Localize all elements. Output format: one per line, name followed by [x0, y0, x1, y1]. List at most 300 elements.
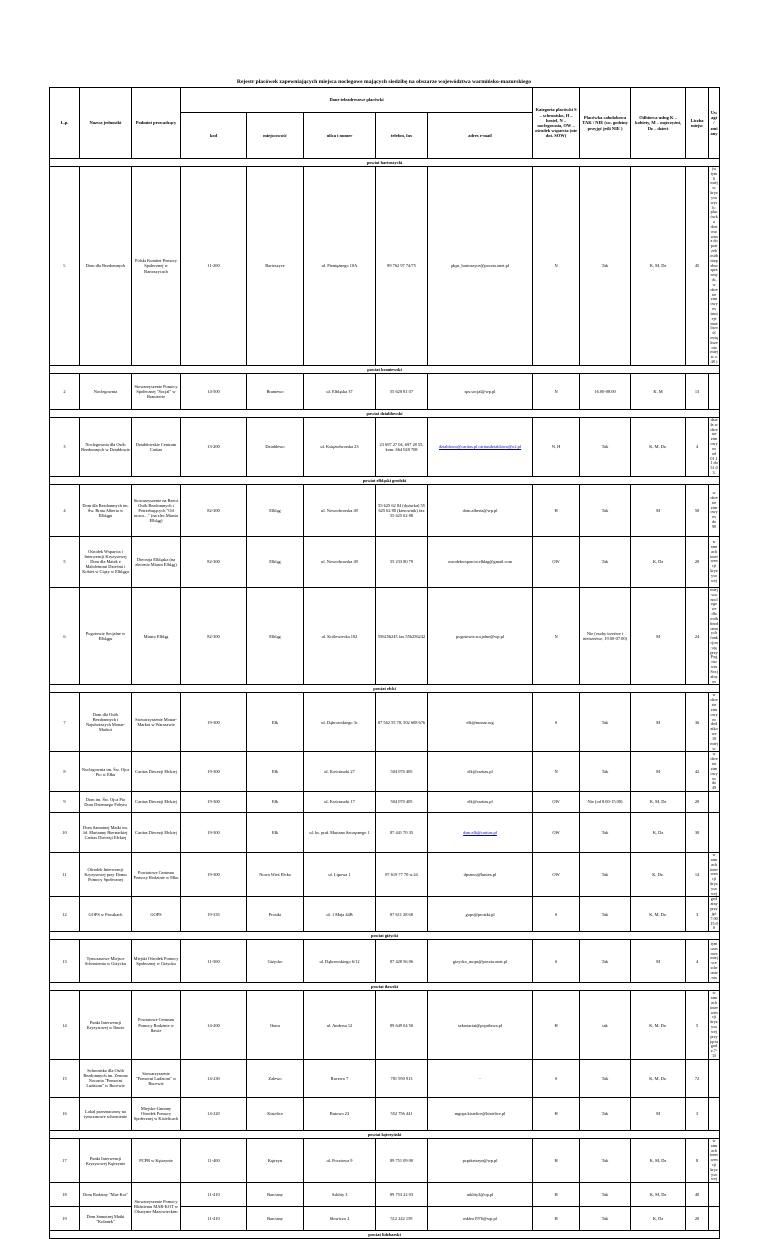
cell-ulica: Słowiczo 2 — [304, 1207, 376, 1231]
cell-telefon: 504 070 405 — [376, 792, 428, 813]
cell-uwagi: w ramach interwencji kryzysowej — [710, 852, 718, 896]
cell-odbiorca: K, M, Dz. — [631, 991, 686, 1060]
cell-podmiot: Polski Komitet Pomocy Społecznej w Bartoszycach — [132, 167, 181, 366]
cell-miejscowosc: Iława — [247, 991, 304, 1060]
cell-kategoria: OW — [533, 813, 580, 853]
cell-podmiot: Stowarzyszenie na Rzecz Osób Bezdomnych i Potrzebujących "Od nowa…" (na zlec.Miasta Elbląg) — [132, 484, 181, 536]
cell-miejscowosc: Prostki — [247, 897, 304, 932]
cell-podmiot: Caritas Diecezji Ełckiej — [132, 792, 181, 813]
cell-lp: 5 — [50, 536, 80, 587]
cell-telefon: 556256245 fax 556256242 — [376, 587, 428, 685]
cell-miejscowosc: Kisielice — [247, 1097, 304, 1130]
cell-kategoria: H — [533, 1207, 580, 1231]
cell-calodobowa: Tak — [580, 536, 631, 587]
cell-lp: 4 — [50, 484, 80, 536]
district-header-row — [50, 476, 720, 484]
cell-kod: 11-500 — [181, 940, 247, 983]
cell-odbiorca: M — [631, 940, 686, 983]
cell-uwagi — [709, 1183, 720, 1207]
cell-telefon: 23 697 27 04, 697 28 55, kom. 664 028 708 — [376, 417, 428, 476]
cell-kategoria: N — [533, 752, 580, 792]
cell-telefon: 89 751 09 00 — [376, 1138, 428, 1182]
cell-podmiot: Miejski Ośrodek Pomocy Społecznej w Giżycku — [132, 940, 181, 983]
cell-lp: 10 — [50, 813, 80, 853]
cell-podmiot: Stowarzyszenie Pomocy Bliźniemu MAR-KOT w Olsztynie Mazowieckim — [132, 1183, 181, 1231]
cell-odbiorca: K, M, Dz — [631, 167, 686, 366]
email-link[interactable]: dsm.elk@caritas.pl — [463, 829, 497, 835]
cell-ulica: ul. Kościuszki 27 — [304, 752, 376, 792]
cell-uwagi: w ramach interwencji kryzysowej — [709, 536, 720, 587]
cell-kategoria: H — [533, 991, 580, 1060]
cell-kod: 11-410 — [181, 1183, 247, 1207]
header-lp: L.p. — [50, 88, 80, 159]
cell-email: dom.alberta@wp.pl — [428, 484, 533, 536]
cell-ulica: ul. Dąbrowskiego 3c — [304, 693, 376, 752]
cell-uwagi: działa w okresie zimowym od 01.11 do 31.03. — [710, 417, 718, 476]
cell-telefon: 781 950 913 — [376, 1059, 428, 1097]
cell-nazwa: Dom Samotnej Matki im. bł. Marianny Biernackiej Caritas Diecezji Ełckiej — [80, 813, 132, 853]
cell-nazwa: Noclegownia dla Osób Bezdomnych w Działdowie — [80, 417, 132, 476]
cell-calodobowa: Tak — [580, 1097, 631, 1130]
cell-odbiorca: K, Dz — [631, 813, 686, 853]
cell-calodobowa: Tak — [580, 1183, 631, 1207]
cell-calodobowa: Tak — [580, 940, 631, 983]
cell-calodobowa: Tak — [580, 417, 631, 476]
cell-kod: 14-220 — [181, 1097, 247, 1130]
cell-liczba: 20 — [686, 1207, 709, 1231]
cell-uwagi — [709, 1059, 720, 1097]
cell-nazwa: Ośrodek Wsparcia i Interwencji Kryzysowej Dom dla Matek z Małoletnimi Dziećmi i Kobiet w Ciąży w Elblągu — [80, 536, 132, 587]
header-kod: kod — [181, 113, 247, 159]
cell-nazwa: Dom dla Bezdomnych im. Św. Brata Alberta w Elblągu — [80, 484, 132, 536]
cell-lp: 14 — [50, 991, 80, 1060]
cell-liczba: 50 — [686, 484, 709, 536]
register-table — [49, 87, 720, 1239]
cell-liczba: 30 — [686, 813, 709, 853]
cell-podmiot: Diecezja Elbląska (na zlecenie Miasta Elbląg) — [132, 536, 181, 587]
cell-kod: 19-300 — [181, 693, 247, 752]
cell-liczba: 3 — [686, 1097, 709, 1130]
cell-calodobowa: Tak — [580, 752, 631, 792]
cell-uwagi: w okresie zimowym do 49 — [710, 751, 718, 791]
cell-ulica: ul. 1 Maja 44B — [304, 897, 376, 932]
cell-ulica: ul. Księżodworska 23 — [304, 417, 376, 476]
cell-email: gizycko_mops@poczta.onet.pl — [428, 940, 533, 983]
cell-kategoria: H — [533, 1138, 580, 1182]
cell-kategoria: N — [533, 373, 580, 409]
cell-email: arklity3@op.pl — [428, 1183, 533, 1207]
cell-lp: 7 — [50, 693, 80, 752]
cell-lp: 17 — [50, 1138, 80, 1182]
cell-ulica: ul. Dąbrowskiego 6/12 — [304, 940, 376, 983]
cell-nazwa: Punkt Interwencji Kryzysowej Kętrzynie — [80, 1138, 132, 1182]
table-row — [50, 587, 720, 685]
cell-odbiorca: K, M, Dz — [631, 1138, 686, 1182]
cell-odbiorca: K, M, Dz — [631, 792, 686, 813]
cell-email: elk@caritas.pl — [428, 752, 533, 792]
cell-telefon: 512 242 159 — [376, 1207, 428, 1231]
district-header-row — [50, 1130, 720, 1138]
cell-odbiorca: M — [631, 693, 686, 752]
cell-nazwa: Pogotowie Socjalne w Elblągu — [80, 587, 132, 685]
cell-lp: 1. — [50, 167, 80, 366]
cell-lp: 3 — [50, 417, 80, 476]
header-liczba: Liczba miejsc — [686, 88, 709, 159]
cell-miejscowosc: Ełk — [247, 792, 304, 813]
header-miejscowosc: miejscowość — [247, 113, 304, 159]
cell-email: gops@prostki.pl — [428, 897, 533, 932]
cell-lp: 8 — [50, 752, 80, 792]
header-uwagi: Uwagi / zmiany — [709, 88, 720, 159]
cell-miejscowosc: Elbląg — [247, 587, 304, 685]
table-row — [50, 536, 720, 587]
district-header-row — [50, 932, 720, 940]
cell-miejscowosc: Elbląg — [247, 484, 304, 536]
cell-calodobowa: Tak — [580, 484, 631, 536]
cell-miejscowosc: Kętrzyn — [247, 1138, 304, 1182]
cell-telefon: 89 762 97 74/75 — [376, 167, 428, 366]
cell-miejscowosc: Barciany — [247, 1207, 304, 1231]
cell-nazwa: GOPS w Prostkach — [80, 897, 132, 932]
cell-telefon: 87 619 77 70 w.24 — [376, 853, 428, 897]
cell-ulica: ul. Andersa 12 — [304, 991, 376, 1060]
cell-email: pogotowie.socjalne@wp.pl — [428, 587, 533, 685]
cell-kod: 13-200 — [181, 417, 247, 476]
cell-kod: 14-230 — [181, 1059, 247, 1097]
cell-calodobowa: Tak — [580, 693, 631, 752]
cell-telefon: 89 753 22 03 — [376, 1183, 428, 1207]
cell-uwagi: w ramach interwencji kryzysowej — [710, 1138, 718, 1182]
cell-kategoria: OW — [533, 536, 580, 587]
cell-liczba: 20 — [686, 536, 709, 587]
table-row — [50, 1059, 720, 1097]
cell-odbiorca: K, Dz — [631, 536, 686, 587]
header-telefon: telefon, fax — [376, 113, 428, 159]
cell-email: mgops.kisielice@kisielice.pl — [428, 1097, 533, 1130]
cell-kod: 19-300 — [181, 792, 247, 813]
district-label: powiat ełcki — [50, 685, 720, 693]
cell-kod: 14-500 — [181, 373, 247, 409]
cell-kod: 11-200 — [181, 167, 247, 366]
cell-kod: 19-335 — [181, 897, 247, 932]
cell-kategoria: OW — [533, 853, 580, 897]
cell-uwagi: miejsca noclegowe dla osób bezdomnych funkcjonują przy Pogotowiu Socjalnym — [710, 587, 719, 684]
cell-email: elk@monar.org — [428, 693, 533, 752]
cell-kategoria: H — [533, 1183, 580, 1207]
cell-ulica: ul. Pieniężnego 10A — [304, 167, 376, 366]
cell-podmiot: Powiatowe Centrum Pomocy Rodzinie w Iławie — [132, 991, 181, 1060]
cell-lp: 19 — [50, 1207, 80, 1231]
cell-lp: 18 — [50, 1183, 80, 1207]
cell-liczba: 4 — [686, 940, 709, 983]
cell-odbiorca: M — [631, 752, 686, 792]
cell-liczba: 72 — [686, 1059, 709, 1097]
header-ulica: ulica i numer — [304, 113, 376, 159]
table-row — [50, 417, 720, 476]
cell-odbiorca: K, Dz. — [631, 853, 686, 897]
cell-calodobowa: Nie (od 8.00-15.00) — [580, 792, 631, 813]
cell-email: - — [428, 1059, 533, 1097]
cell-telefon: 55 233 80 79 — [376, 536, 428, 587]
cell-liczba: 45 — [686, 167, 709, 366]
cell-uwagi: godziny przyjęć 7:00 15:00 — [710, 896, 718, 931]
cell-kod: 82-300 — [181, 536, 247, 587]
register-body — [50, 159, 720, 1239]
cell-uwagi — [709, 1207, 720, 1231]
district-header-row — [50, 685, 720, 693]
district-label: powiat braniewski — [50, 365, 720, 373]
table-row — [50, 373, 720, 409]
cell-calodobowa: Nie (osoby trzeźwe i nietrzeźwe, 19.00-07.00) — [580, 587, 631, 685]
cell-liczba: 13 — [686, 373, 709, 409]
cell-odbiorca: K, M — [631, 373, 686, 409]
cell-uwagi: tymczasowe miejsce schronienia — [709, 940, 720, 983]
table-row — [50, 813, 720, 853]
table-row — [50, 484, 720, 536]
cell-nazwa: Dom im. Św. Ojca Pio Dom Dziennego Pobytu — [80, 792, 132, 813]
cell-email: pkps_bartoszyce@poczta.onet.pl — [428, 167, 533, 366]
cell-kategoria: S — [533, 897, 580, 932]
cell-calodobowa: tak — [580, 991, 631, 1060]
cell-nazwa: Noclegownia im. Św. Ojca Pio w Ełku — [80, 752, 132, 792]
cell-liczba: 8 — [686, 1138, 709, 1182]
cell-podmiot: Miejsko-Gminny Ośrodek Pomocy Społecznej w Kisielicach — [132, 1097, 181, 1130]
district-label: powiat iławski — [50, 983, 720, 991]
cell-podmiot: PCPR w Kętrzynie — [132, 1138, 181, 1182]
cell-miejscowosc: Braniewo — [247, 373, 304, 409]
table-row — [50, 991, 720, 1060]
cell-kategoria: N, H — [533, 417, 580, 476]
cell-kategoria: H — [533, 484, 580, 536]
cell-kategoria: S — [533, 1059, 580, 1097]
header-kategoria: Kategoria placówki S – schronisko, H – hostel, N – noclegownia, OW – ośrodek wsparcia (nie dot. SOW) — [533, 88, 580, 159]
cell-lp: 15 — [50, 1059, 80, 1097]
cell-email: dpsnws@luntex.pl — [428, 853, 533, 897]
cell-miejscowosc: Działdowo — [247, 417, 304, 476]
header-nazwa: Nazwa jednostki — [80, 88, 132, 159]
cell-liczba: 3 — [686, 897, 709, 932]
table-row — [50, 693, 720, 752]
cell-odbiorca: M — [631, 1097, 686, 1130]
cell-uwagi — [709, 792, 720, 813]
header-email: adres e-mail — [428, 113, 533, 159]
district-label: powiat elbląski grodzki — [50, 476, 720, 484]
district-header-row — [50, 983, 720, 991]
cell-calodobowa: Tak — [580, 853, 631, 897]
cell-kategoria: S — [533, 940, 580, 983]
table-row — [50, 752, 720, 792]
cell-uwagi: w ramach interwencji kryzysowej przyjęcia godz.7-15 — [710, 990, 719, 1059]
header-odbiorca: Odbiorca usług K – kobiety, M – mężczyźni, Dz – dzieci — [631, 88, 686, 159]
cell-odbiorca: K, Dz — [631, 1207, 686, 1231]
district-header-row — [50, 159, 720, 167]
cell-ulica: ul. Pocztowa 9 — [304, 1138, 376, 1182]
cell-lp: 9 — [50, 792, 80, 813]
cell-uwagi: w okresie zimowym dodatkowe 10 miejsc — [710, 692, 718, 751]
cell-nazwa: Tymczasowe Miejsce Schronienia w Giżycku — [80, 940, 132, 983]
cell-calodobowa: Tak — [580, 167, 631, 366]
cell-kod: 11-400 — [181, 1138, 247, 1182]
cell-calodobowa: Tak — [580, 1138, 631, 1182]
cell-kod: 82-300 — [181, 587, 247, 685]
cell-email: sekretariat@pcpriława.pl — [428, 991, 533, 1060]
cell-podmiot: Caritas Diecezji Ełckiej — [132, 813, 181, 853]
cell-lp: 13 — [50, 940, 80, 983]
table-row — [50, 792, 720, 813]
cell-telefon: 552 756 441 — [376, 1097, 428, 1130]
cell-calodobowa: Tak — [580, 897, 631, 932]
cell-miejscowosc: Ełk — [247, 752, 304, 792]
cell-podmiot: Caritas Diecezji Ełckiej — [132, 752, 181, 792]
district-label: powiat giżycki — [50, 932, 720, 940]
document-title: Rejestr placówek zapewniających miejsca noclegowe mających siedzibę na obszarze województwa warmińsko-mazurskiego — [236, 79, 532, 85]
cell-miejscowosc: Ełk — [247, 693, 304, 752]
table-row — [50, 853, 720, 897]
email-link[interactable]: dzialdowo@caritas.pl caritasdzialdowo@o2.pl — [438, 444, 522, 450]
cell-kategoria: N — [533, 167, 580, 366]
cell-uwagi: w okresie zimowym do 90 — [709, 484, 720, 536]
cell-ulica: ul. Nowodworska 49 — [304, 484, 376, 536]
cell-calodobowa: 16.00-08.00 — [580, 373, 631, 409]
district-label: powiat kętrzyński — [50, 1130, 720, 1138]
cell-ulica: Arklity 3 — [304, 1183, 376, 1207]
cell-miejscowosc: Elbląg — [247, 536, 304, 587]
header-calodobowa: Placówka całodobowa TAK / NIE (sw. godziny przyjęć jeśli NIE ) — [580, 88, 631, 159]
district-header-row — [50, 365, 720, 373]
cell-ulica: Butowo 23 — [304, 1097, 376, 1130]
cell-nazwa: Dom Rodziny "Mar-Kot" — [80, 1183, 132, 1207]
cell-odbiorca: K, M, Dz. — [631, 417, 686, 476]
cell-nazwa: Ośrodek Interwencji Kryzysowej przy Domu Pomocy Społecznej — [80, 853, 132, 897]
cell-ulica: ul. Elbląska 37 — [304, 373, 376, 409]
cell-telefon: 55 620 81 07 — [376, 373, 428, 409]
cell-calodobowa: Tak — [580, 1059, 631, 1097]
cell-podmiot: Działdowskie Centrum Caritas — [132, 417, 181, 476]
cell-lp: 6 — [50, 587, 80, 685]
header-podmiot: Podmiot prowadzący — [132, 88, 181, 159]
cell-liczba: 36 — [686, 693, 709, 752]
cell-podmiot: Stowarzyszenie Monar-Markot w Warszawie — [132, 693, 181, 752]
cell-kategoria: H — [533, 1097, 580, 1130]
cell-miejscowosc: Nowa Wieś Ełcka — [247, 853, 304, 897]
cell-uwagi — [709, 813, 720, 853]
cell-miejscowosc: Zalewo — [247, 1059, 304, 1097]
cell-lp: 11 — [50, 853, 80, 897]
cell-ulica: Rucewo 7 — [304, 1059, 376, 1097]
cell-liczba: 40 — [686, 1183, 709, 1207]
cell-email — [428, 417, 533, 476]
table-row — [50, 1097, 720, 1130]
cell-miejscowosc: Bartoszyce — [247, 167, 304, 366]
cell-nazwa: Dom dla Osób Bezdomnych i Najuboższych Monar-Markot — [80, 693, 132, 752]
cell-calodobowa: Tak — [580, 1207, 631, 1231]
cell-ulica: ul. Kościuszki 17 — [304, 792, 376, 813]
cell-uwagi — [709, 1097, 720, 1130]
cell-ulica: ul. Lipowa 1 — [304, 853, 376, 897]
cell-lp: 12 — [50, 897, 80, 932]
cell-ulica: ul. Nowodworska 49 — [304, 536, 376, 587]
cell-telefon: 87 428 56 06 — [376, 940, 428, 983]
cell-email: elk@caritas.pl — [428, 792, 533, 813]
cell-email: osrodekwsparcia.elblag@gmail.com — [428, 536, 533, 587]
cell-odbiorca: K, M, Dz. — [631, 1059, 686, 1097]
cell-odbiorca: K, M, Dz — [631, 1183, 686, 1207]
header-dane-group: Dane teleadresowe placówki — [181, 88, 533, 113]
cell-calodobowa: Tak — [580, 813, 631, 853]
cell-nazwa: Schronisko dla Osób Bezdomnych im. Zenona Noconia "Pomocni Ludziom" w Rucewie — [80, 1059, 132, 1097]
cell-telefon: 87 562 55 78, 502 608 676 — [376, 693, 428, 752]
cell-nazwa: Noclegownia — [80, 373, 132, 409]
cell-ulica: ul. Królewiecka 102 — [304, 587, 376, 685]
cell-kod: 19-300 — [181, 813, 247, 853]
cell-nazwa: Punkt Interwencji Kryzysowej w Iławie — [80, 991, 132, 1060]
cell-telefon: 87 611 28 68 — [376, 897, 428, 932]
cell-liczba: 14 — [686, 853, 709, 897]
cell-kod: 19-300 — [181, 752, 247, 792]
cell-podmiot: Powiatowe Centrum Pomocy Rodzinie w Ełku — [132, 853, 181, 897]
cell-odbiorca: M — [631, 587, 686, 685]
cell-kod: 11-410 — [181, 1207, 247, 1231]
cell-liczba: 20 — [686, 792, 709, 813]
table-row — [50, 1183, 720, 1207]
cell-kategoria: N — [533, 587, 580, 685]
cell-nazwa: Dom dla Bezdomnych — [80, 167, 132, 366]
cell-telefon: 504 070 405 — [376, 752, 428, 792]
cell-podmiot: Miasto Elbląg — [132, 587, 181, 685]
cell-kod: 14-200 — [181, 991, 247, 1060]
cell-lp: 16 — [50, 1097, 80, 1130]
cell-ulica: ul. ks. prał. Mariana Szczęsnego 1 — [304, 813, 376, 853]
cell-nazwa: Lokal przeznaczony na tymczasowe schronienie — [80, 1097, 132, 1130]
cell-uwagi — [709, 373, 720, 409]
district-label: powiat bartoszycki — [50, 159, 720, 167]
table-row — [50, 940, 720, 983]
cell-telefon: 89 649 04 50 — [376, 991, 428, 1060]
table-row — [50, 167, 720, 366]
cell-liczba: 4 — [686, 417, 709, 476]
table-row — [50, 897, 720, 932]
cell-email: pcprketrzyn@wp.pl — [428, 1138, 533, 1182]
cell-liczba: 24 — [686, 587, 709, 685]
cell-kategoria: S — [533, 693, 580, 752]
cell-podmiot: Stowarzyszenie "Pomocni Ludziom" w Rucewie — [132, 1059, 181, 1097]
district-header-row — [50, 409, 720, 417]
cell-email — [428, 813, 533, 853]
cell-telefon: 55 625 62 84 (dyżurka) 55 625 62 80 (kierownik) fax 55 625 62 88 — [376, 484, 428, 536]
district-label: powiat lidzbarski — [50, 1231, 720, 1239]
district-header-row — [50, 1231, 720, 1239]
cell-liczba: 5 — [686, 991, 709, 1060]
cell-odbiorca: M — [631, 484, 686, 536]
cell-uwagi: (w tym 6 miejsc kryzysowych; placówka dostosowana do potrzeb osób niepełnosprawnych, w okresie zimowym istnieje możliwość zwiększenia miejsc o 40 ) — [710, 166, 719, 365]
cell-miejscowosc: Ełk — [247, 813, 304, 853]
cell-kategoria: OW — [533, 792, 580, 813]
cell-nazwa: Dom Samotnej Matki "Kolanek" — [80, 1207, 132, 1231]
cell-miejscowosc: Barciany — [247, 1183, 304, 1207]
cell-telefon: 87 441 70 35 — [376, 813, 428, 853]
cell-email: sps.socjal@wp.pl — [428, 373, 533, 409]
cell-liczba: 42 — [686, 752, 709, 792]
cell-podmiot: Stowarzyszenie Pomocy Społecznej "Socjal" w Braniewie — [132, 373, 181, 409]
cell-kod: 82-300 — [181, 484, 247, 536]
cell-miejscowosc: Giżycko — [247, 940, 304, 983]
cell-kod: 19-300 — [181, 853, 247, 897]
cell-lp: 2 — [50, 373, 80, 409]
table-row — [50, 1138, 720, 1182]
district-label: powiat działdowski — [50, 409, 720, 417]
cell-email: mkleo1976@wp.pl — [428, 1207, 533, 1231]
cell-odbiorca: K, M, Dz. — [631, 897, 686, 932]
